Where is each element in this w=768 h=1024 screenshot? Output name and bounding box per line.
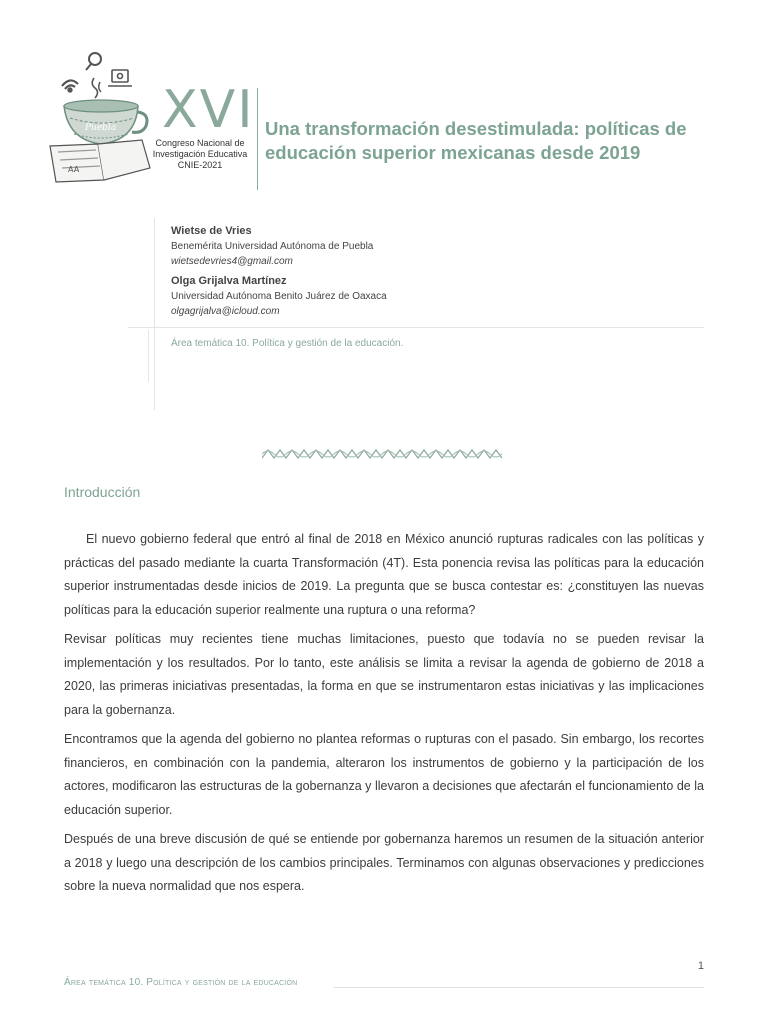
body-text: [64, 528, 704, 905]
wifi-icon: [62, 80, 78, 91]
congress-line-3: CNIE-2021: [177, 160, 223, 170]
authors-divider: [154, 218, 155, 410]
cup-icon: [64, 100, 147, 144]
logo-puebla-text: Puebla: [85, 123, 117, 133]
congress-line-2: Investigación Educativa: [152, 149, 248, 159]
author-affiliation: Benemérita Universidad Autónoma de Puebla: [171, 241, 374, 252]
separator-line: [128, 327, 704, 328]
magnifier-icon: [86, 53, 101, 70]
paper-title: Una transformación desestimulada: políticas de educación superior mexicanas desde 2019: [265, 118, 687, 163]
footer-rule: [334, 987, 704, 988]
author-affiliation: Universidad Autónoma Benito Juárez de Oaxaca: [171, 291, 387, 302]
page-number: 1: [697, 960, 704, 972]
author-email[interactable]: olgagrijalva@icloud.com: [171, 306, 280, 317]
congress-line-1: Congreso Nacional de: [155, 138, 245, 148]
laptop-icon: [108, 70, 132, 86]
authors-divider-secondary: [148, 330, 149, 382]
book-icon: [50, 140, 150, 182]
paragraph: El nuevo gobierno federal que entró al final de 2018 en México anunció rupturas radicales con las políticas y prácticas del pasado mediante la cuarta Transformación (4T). Esta ponencia revisa las políticas para la educación superior instrumentadas desde inicios de 2019. La pregunta que se busca contestar es: ¿constituyen las nuevas políticas para la educación superior realmente una ruptura o una reforma?: [64, 532, 704, 617]
steam-icon: [92, 78, 97, 98]
header-divider: [257, 88, 258, 190]
author: [171, 224, 691, 269]
edition-numeral: XVI: [162, 80, 255, 140]
congress-name: [146, 138, 254, 171]
section-heading: Introducción: [64, 484, 141, 500]
author-name: Wietse de Vries: [171, 225, 252, 237]
ornament-divider: [262, 448, 506, 460]
author-block: [171, 224, 691, 324]
paragraph: Revisar políticas muy recientes tiene muchas limitaciones, puesto que todavía no se pueden revisar la implementación y los resultados. Por lo tanto, este análisis se limita a revisar la agenda de gobierno de 2018 a 2020, las primeras iniciativas presentadas, la forma en que se instrumentaron estas iniciativas y las implicaciones para la gobernanza.: [64, 632, 704, 717]
author-name: Olga Grijalva Martínez: [171, 275, 287, 287]
author: [171, 274, 691, 319]
svg-text:AA: AA: [68, 165, 80, 174]
running-footer: Área temática 10. Política y gestión de la educación: [64, 977, 298, 988]
paragraph: Encontramos que la agenda del gobierno no plantea reformas o rupturas con el pasado. Sin embargo, los recortes financieros, en combinación con la pandemia, alteraron los instrumentos de gobierno y la participación de los actores, modificaron las estructuras de la gobernanza y llevaron a decisiones que afectarán el funcionamiento de la educación superior.: [64, 732, 704, 817]
thematic-area: Área temática 10. Política y gestión de la educación.: [171, 338, 404, 349]
paragraph: Después de una breve discusión de qué se entiende por gobernanza haremos un resumen de la situación anterior a 2018 y luego una descripción de los cambios principales. Terminamos con algunas observaciones y predicciones sobre la nueva normalidad que nos espera.: [64, 832, 704, 893]
author-email[interactable]: wietsedevries4@gmail.com: [171, 256, 293, 267]
